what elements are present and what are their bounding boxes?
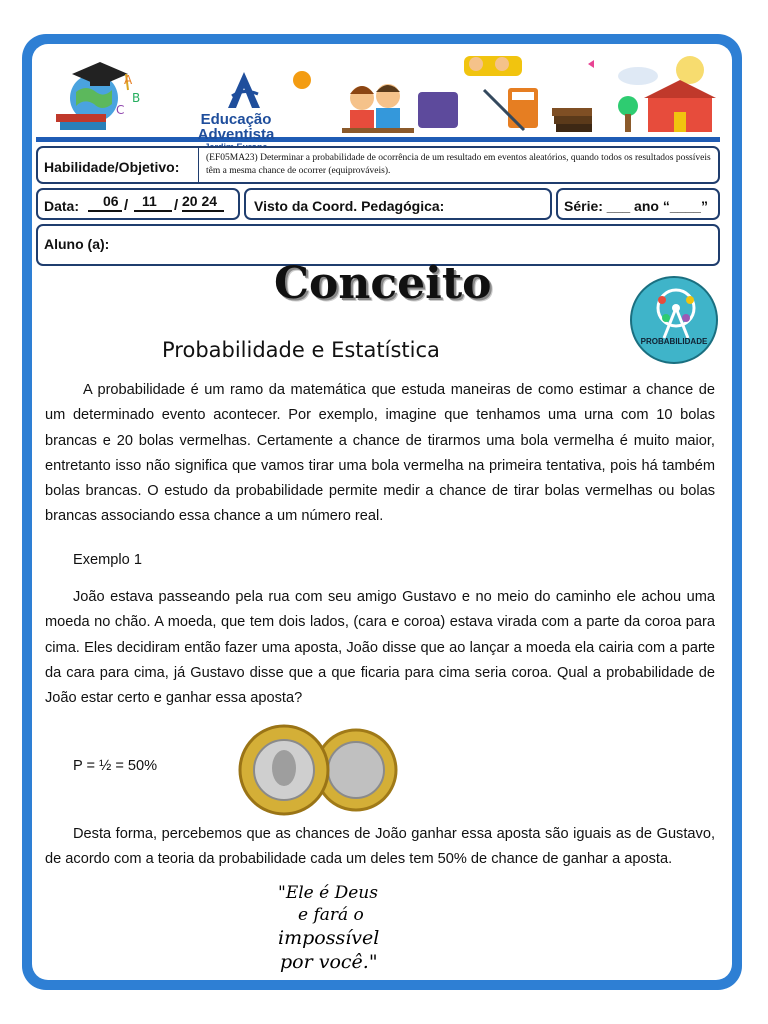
handwritten-quote bbox=[270, 878, 400, 978]
coins-icon bbox=[238, 722, 402, 818]
svg-text:A: A bbox=[124, 73, 133, 87]
student-name-label: Aluno (a): bbox=[44, 236, 110, 252]
quote-line-4: por você." bbox=[280, 951, 378, 973]
month-underline bbox=[134, 210, 172, 212]
coord-visto-box bbox=[244, 188, 552, 220]
header-banner bbox=[36, 50, 720, 142]
worksheet bbox=[32, 44, 732, 980]
habilidade-text: (EF05MA23) Determinar a probabilidade de ocorrência de um resultado em eventos aleatórios, quando todos os resultados possíveis têm a mesma chance de ocorrer (equiprováveis). bbox=[206, 153, 711, 176]
date-slash-2: / bbox=[174, 197, 179, 214]
date-label: Data: bbox=[44, 198, 80, 214]
badge-label: PROBABILIDADE bbox=[640, 337, 708, 346]
intro-paragraph bbox=[45, 378, 715, 530]
year-underline bbox=[182, 210, 224, 212]
habilidade-divider bbox=[198, 148, 199, 182]
classroom-illustration-icon bbox=[288, 50, 718, 138]
logo-line-1: Educação bbox=[200, 111, 272, 128]
date-slash-1: / bbox=[124, 197, 129, 214]
conclusion-paragraph bbox=[45, 822, 715, 873]
svg-text:B: B bbox=[132, 91, 141, 105]
quote-line-1: "Ele é Deus bbox=[278, 883, 378, 903]
page-subtitle: Probabilidade e Estatística bbox=[162, 338, 440, 362]
page-title: Conceito bbox=[274, 258, 492, 309]
ferris-wheel-icon bbox=[632, 278, 718, 364]
svg-text:C: C bbox=[116, 103, 125, 117]
graduation-globe-icon bbox=[42, 52, 162, 138]
educacao-adventista-logo bbox=[224, 70, 264, 110]
logo-line-2: Adventista bbox=[197, 126, 275, 143]
example-text: João estava passeando pela rua com seu amigo Gustavo e no meio do caminho ele achou uma moeda no chão. A moeda, que tem dois lados, (cara e coroa) estava virada com a parte da coroa para cima. Eles decidiram então fazer uma aposta, João disse que ao lançar a moeda ela cairia com a parte da cara para cima, já Gustavo disse que a que ficaria para cima seria coroa. Qual a probabilidade de João estar certo e ganhar essa aposta? bbox=[45, 589, 715, 707]
serie-box bbox=[556, 188, 720, 220]
habilidade-row bbox=[36, 146, 720, 184]
coord-visto-label: Visto da Coord. Pedagógica: bbox=[254, 198, 445, 214]
intro-text: A probabilidade é um ramo da matemática que estuda maneiras de como estimar a chance de um determinado evento acontecer. Por exemplo, imagine que tenhamos uma urna com 10 bolas brancas e 20 bolas vermelhas. Certamente a chance de tirarmos uma bola vermelha é muito maior, entretanto isso não significa que vamos tirar uma bola vermelha na primeira tentativa, pois há também bolas brancas. O estudo da probabilidade permite medir a chance de tirar bolas vermelhas ou bolas brancas associando essa chance a um número real. bbox=[45, 382, 715, 525]
habilidade-label: Habilidade/Objetivo: bbox=[44, 159, 180, 175]
quote-line-3: impossível bbox=[278, 927, 380, 949]
conclusion-text: Desta forma, percebemos que as chances de João ganhar essa aposta são iguais as de Gustavo, de acordo com a teoria da probabilidade cada um deles tem 50% de chance de ganhar a aposta. bbox=[45, 826, 715, 868]
quote-line-2: e fará o bbox=[298, 905, 364, 925]
day-underline bbox=[88, 210, 122, 212]
date-year[interactable]: 20 24 bbox=[182, 193, 218, 209]
date-month[interactable]: 11 bbox=[142, 193, 157, 209]
serie-label: Série: ___ ano “____” bbox=[564, 198, 708, 214]
probability-formula: P = ½ = 50% bbox=[73, 758, 158, 774]
date-day[interactable]: 06 bbox=[103, 193, 119, 209]
date-box bbox=[36, 188, 240, 220]
probability-badge bbox=[630, 276, 718, 364]
page-frame bbox=[22, 34, 742, 990]
example-paragraph bbox=[45, 585, 715, 711]
example-title: Exemplo 1 bbox=[73, 552, 142, 568]
